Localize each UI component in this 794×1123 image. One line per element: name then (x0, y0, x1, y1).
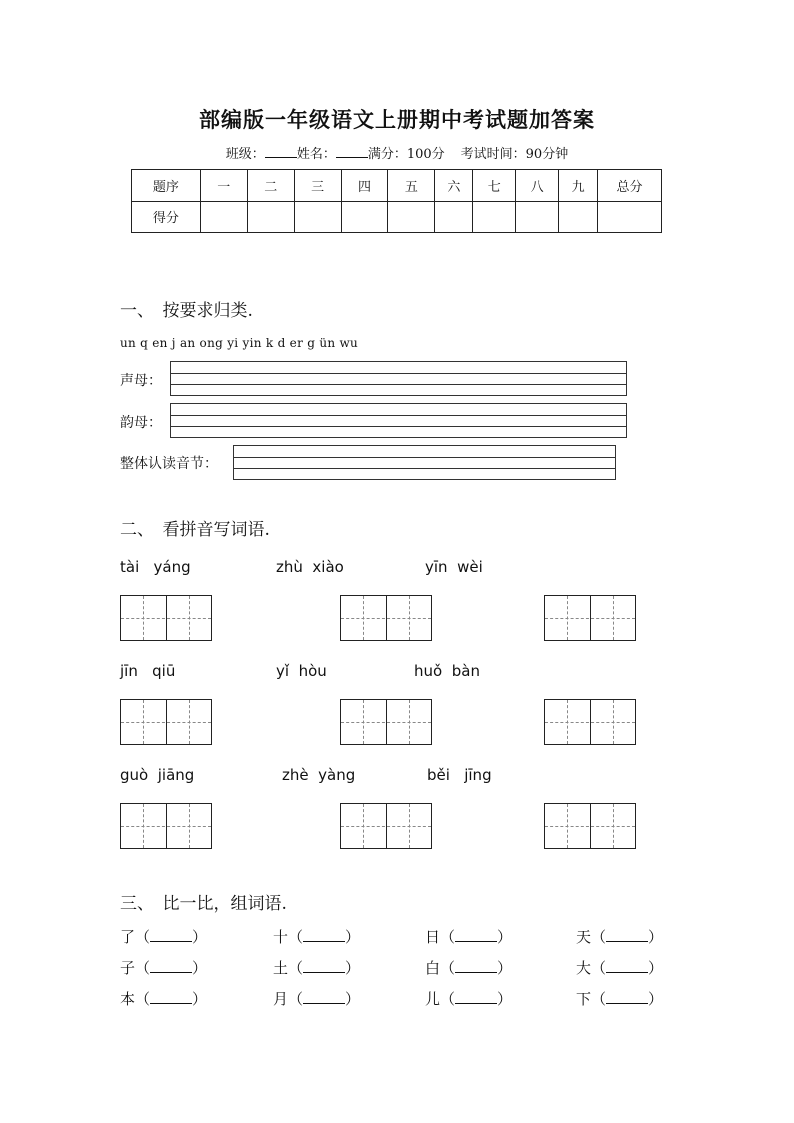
compare-char: 十 (273, 928, 289, 946)
score-cell[interactable] (388, 201, 435, 233)
shengmu-label: 声母： (120, 373, 162, 389)
section1-heading: 一、 按要求归类. (120, 301, 253, 321)
writing-grid[interactable] (544, 595, 636, 641)
compare-char: 土 (273, 959, 289, 977)
compare-char: 日 (425, 928, 441, 946)
score-header-cell: 九 (559, 170, 598, 202)
paren-close: ） (497, 928, 513, 946)
word-compare-item (576, 988, 663, 1009)
score-header-cell: 四 (341, 170, 388, 202)
pinyin-word: běi jīng (427, 766, 492, 784)
word-compare-item (425, 988, 512, 1009)
paren-close: ） (648, 990, 664, 1008)
paren-close: ） (192, 959, 208, 977)
score-cell[interactable] (559, 201, 598, 233)
paren-open: （ (440, 928, 456, 946)
word-compare-item (273, 957, 360, 978)
answer-blank[interactable] (455, 991, 497, 1004)
word-compare-item (273, 926, 360, 947)
paren-open: （ (135, 928, 151, 946)
writing-grid[interactable] (340, 803, 432, 849)
word-compare-item (120, 988, 207, 1009)
pinyin-word: zhè yàng (282, 766, 356, 784)
answer-blank[interactable] (606, 929, 648, 942)
score-cell[interactable] (473, 201, 516, 233)
paren-open: （ (591, 959, 607, 977)
paren-close: ） (192, 990, 208, 1008)
writing-grid[interactable] (120, 803, 212, 849)
pinyin-word: huǒ bàn (414, 662, 480, 680)
score-cell[interactable] (247, 201, 294, 233)
paren-close: ） (648, 959, 664, 977)
paren-open: （ (288, 990, 304, 1008)
pinyin-word: yǐ hòu (276, 662, 327, 680)
score-row-label: 得分 (132, 201, 201, 233)
paren-open: （ (288, 928, 304, 946)
score-cell[interactable] (598, 201, 662, 233)
pinyin-word: zhù xiào (276, 558, 344, 576)
answer-blank[interactable] (150, 991, 192, 1004)
score-header-cell: 三 (294, 170, 341, 202)
answer-blank[interactable] (150, 929, 192, 942)
score-cell[interactable] (516, 201, 559, 233)
score-header-cell: 题序 (132, 170, 201, 202)
class-label: 班级： (225, 147, 265, 162)
exam-time: 考试时间：90分钟 (460, 147, 569, 162)
paren-close: ） (497, 990, 513, 1008)
paren-close: ） (345, 959, 361, 977)
word-compare-item (120, 957, 207, 978)
compare-char: 白 (425, 959, 441, 977)
full-score: 满分：100分 (367, 147, 445, 162)
pinyin-word: guò jiāng (120, 766, 195, 784)
compare-char: 大 (576, 959, 592, 977)
score-cell[interactable] (435, 201, 473, 233)
word-compare-item (120, 926, 207, 947)
zhengti-label: 整体认读音节： (120, 456, 218, 472)
paren-open: （ (440, 990, 456, 1008)
score-header-cell: 一 (200, 170, 247, 202)
zhengti-answer-lines[interactable] (233, 445, 616, 480)
answer-blank[interactable] (606, 960, 648, 973)
yunmu-answer-lines[interactable] (170, 403, 627, 438)
section2-heading: 二、 看拼音写词语. (120, 520, 270, 540)
score-header-cell: 二 (247, 170, 294, 202)
score-cell[interactable] (200, 201, 247, 233)
writing-grid[interactable] (544, 699, 636, 745)
exam-info (0, 143, 794, 162)
section3-heading: 三、 比一比，组词语. (120, 894, 287, 914)
pinyin-word: yīn wèi (425, 558, 483, 576)
compare-char: 下 (576, 990, 592, 1008)
paren-open: （ (135, 990, 151, 1008)
paren-open: （ (440, 959, 456, 977)
paren-close: ） (345, 990, 361, 1008)
score-header-cell: 总分 (598, 170, 662, 202)
score-header-row (132, 170, 662, 202)
pinyin-word: jīn qiū (120, 662, 176, 680)
answer-blank[interactable] (455, 960, 497, 973)
score-header-cell: 五 (388, 170, 435, 202)
compare-char: 儿 (425, 990, 441, 1008)
paren-close: ） (497, 959, 513, 977)
paren-close: ） (345, 928, 361, 946)
compare-char: 了 (120, 928, 136, 946)
answer-blank[interactable] (303, 991, 345, 1004)
page-title: 部编版一年级语文上册期中考试题加答案 (199, 107, 595, 132)
pinyin-list: un q en j an ong yi yin k d er g ün wu (120, 336, 359, 350)
score-header-cell: 七 (473, 170, 516, 202)
word-compare-item (576, 957, 663, 978)
writing-grid[interactable] (340, 595, 432, 641)
paren-open: （ (135, 959, 151, 977)
answer-blank[interactable] (606, 991, 648, 1004)
answer-blank[interactable] (455, 929, 497, 942)
compare-char: 本 (120, 990, 136, 1008)
answer-blank[interactable] (150, 960, 192, 973)
score-row (132, 201, 662, 233)
shengmu-answer-lines[interactable] (170, 361, 627, 396)
score-cell[interactable] (341, 201, 388, 233)
class-blank[interactable] (265, 145, 297, 158)
paren-close: ） (648, 928, 664, 946)
writing-grid[interactable] (120, 595, 212, 641)
writing-grid[interactable] (120, 699, 212, 745)
paren-open: （ (288, 959, 304, 977)
name-label: 姓名： (296, 147, 336, 162)
word-compare-item (425, 926, 512, 947)
answer-blank[interactable] (303, 960, 345, 973)
score-header-cell: 六 (435, 170, 473, 202)
score-header-cell: 八 (516, 170, 559, 202)
name-blank[interactable] (336, 145, 368, 158)
yunmu-label: 韵母： (120, 415, 162, 431)
word-compare-item (273, 988, 360, 1009)
word-compare-item (425, 957, 512, 978)
pinyin-word: tài yáng (120, 558, 191, 576)
paren-close: ） (192, 928, 208, 946)
score-table (131, 169, 662, 233)
paren-open: （ (591, 990, 607, 1008)
compare-char: 子 (120, 959, 136, 977)
word-compare-item (576, 926, 663, 947)
score-cell[interactable] (294, 201, 341, 233)
answer-blank[interactable] (303, 929, 345, 942)
paren-open: （ (591, 928, 607, 946)
compare-char: 天 (576, 928, 592, 946)
writing-grid[interactable] (340, 699, 432, 745)
compare-char: 月 (273, 990, 289, 1008)
writing-grid[interactable] (544, 803, 636, 849)
